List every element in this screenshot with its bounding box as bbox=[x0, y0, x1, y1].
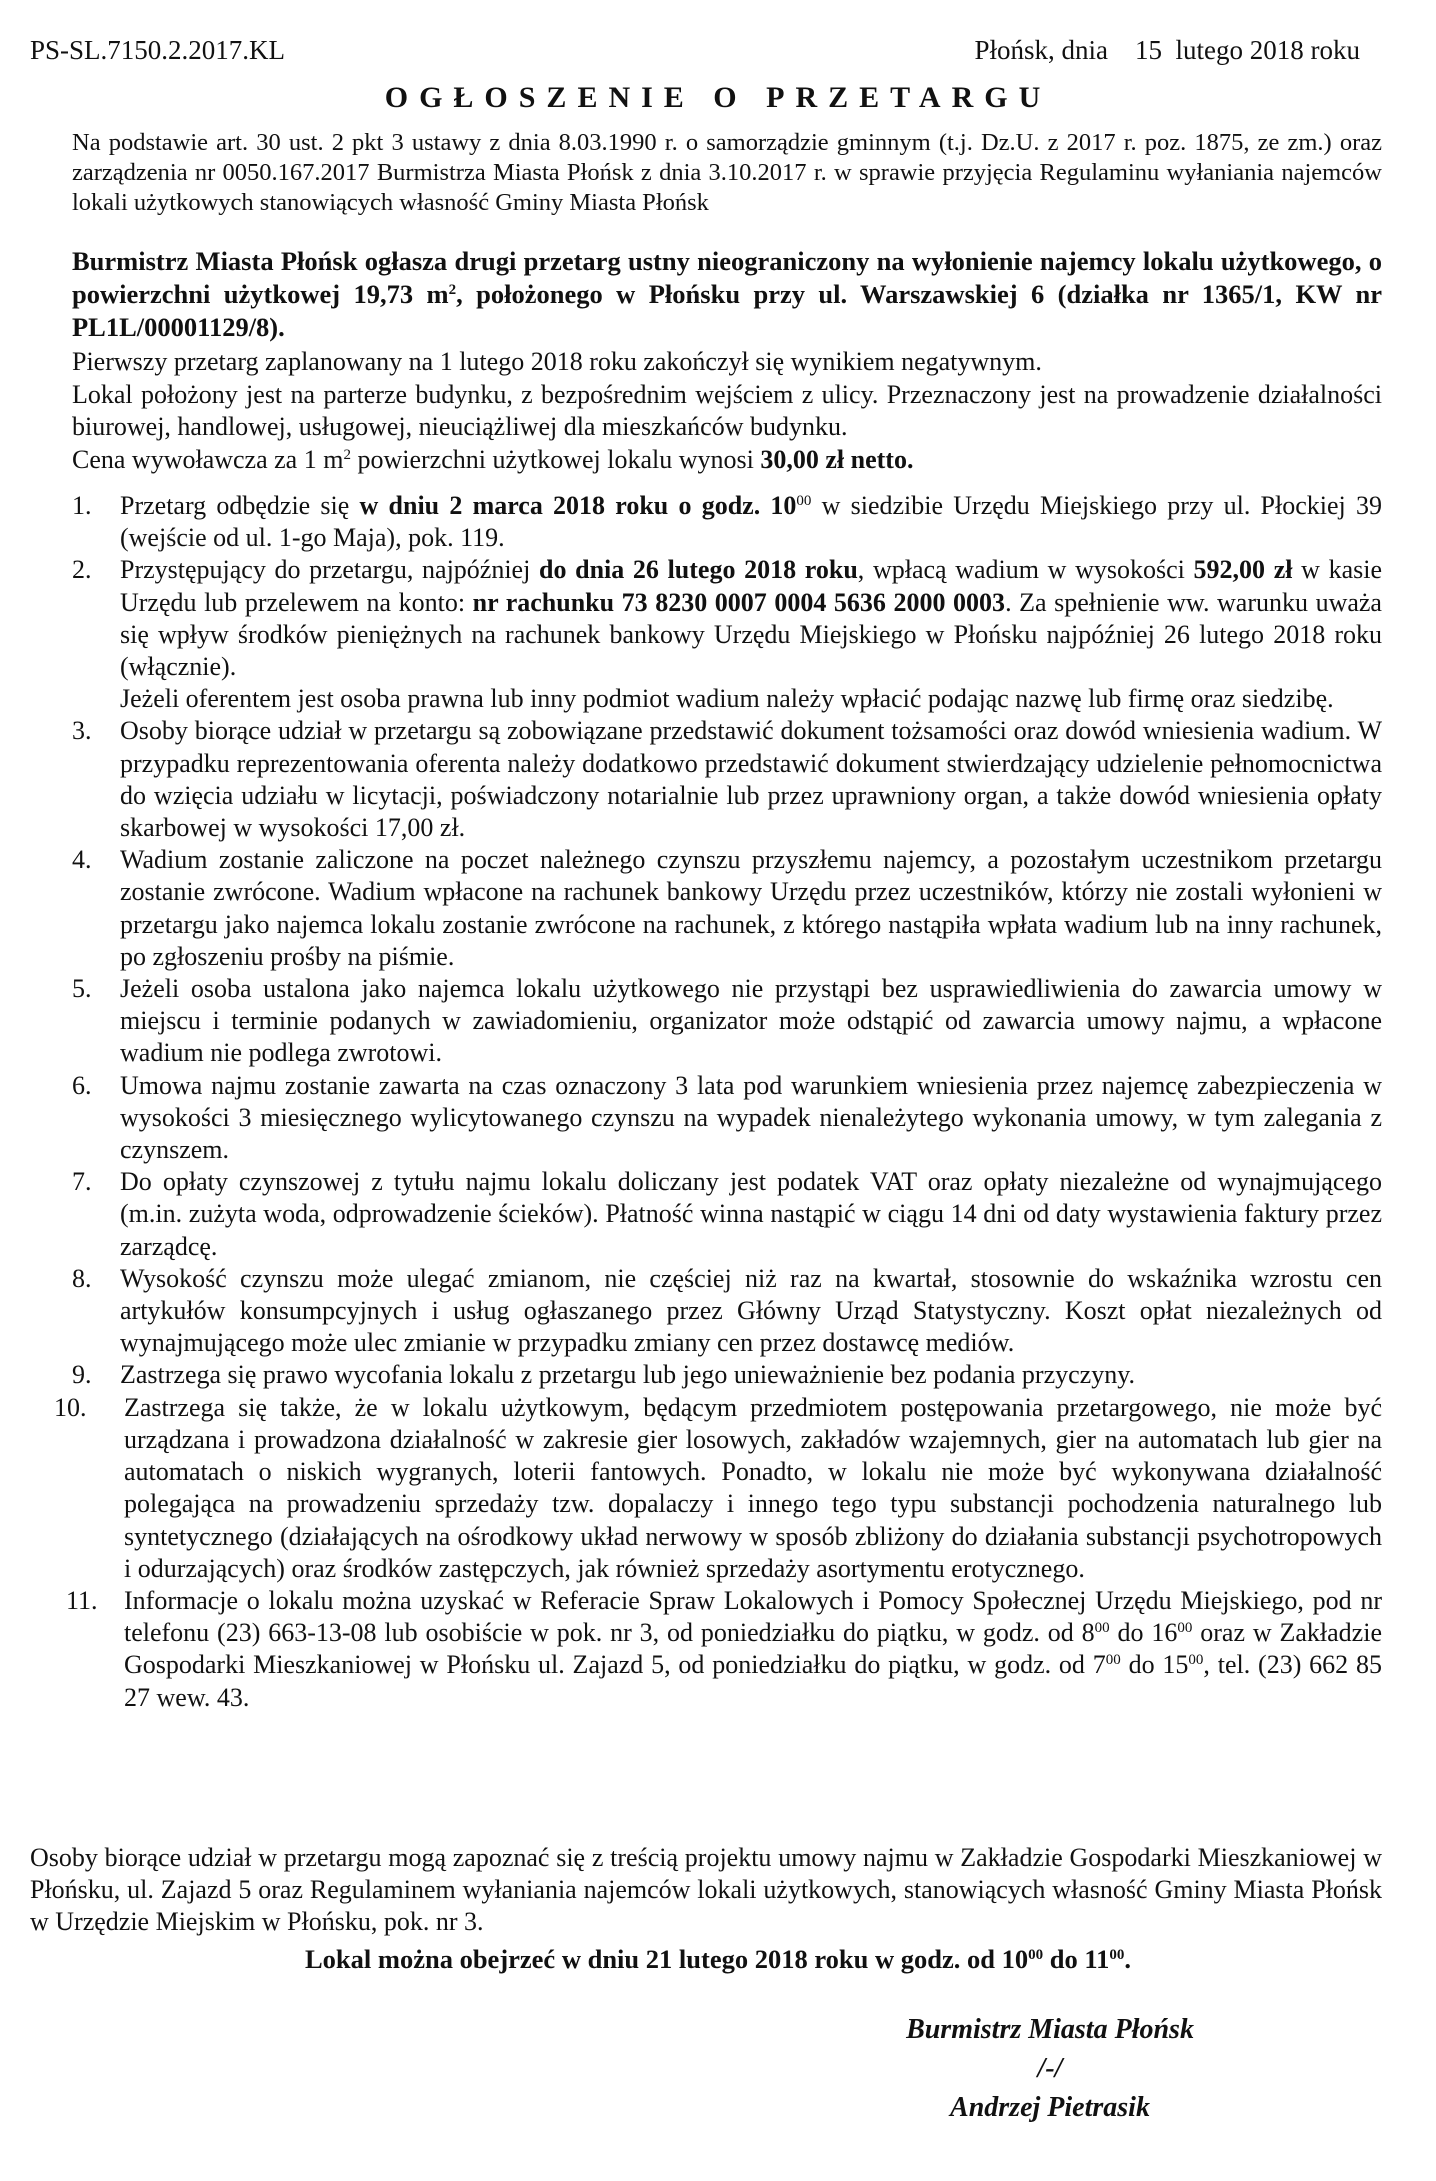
reference-number: PS-SL.7150.2.2017.KL bbox=[30, 35, 286, 65]
superscript: 2 bbox=[448, 282, 457, 298]
first-tender-note: Pierwszy przetarg zaplanowany na 1 lutego 2018 roku zakończył się wynikiem negatywnym. bbox=[72, 347, 1042, 376]
price-text: Cena wywoławcza za 1 m bbox=[72, 444, 344, 474]
signatory-name: Andrzej Pietrasik bbox=[950, 2092, 1150, 2123]
list-item bbox=[72, 1263, 1382, 1360]
superscript: 2 bbox=[343, 446, 351, 463]
announcement-text-cont: , położonego w Płońsku przy ul. Warszawskiej 6 (działka nr 1365/1, KW nr PL1L/00001129/8). bbox=[72, 279, 1382, 342]
item-text: Wadium zostanie zaliczone na poczet należnego czynszu przyszłemu najemcy, a pozostałym uczestnikom przetargu zostanie zwrócone. Wadium wpłacone na rachunek bankowy Urzędu przez uczestników, którzy nie zostali wyłonieni w przetargu jako najemca lokalu zostanie zwrócone na rachunek, z którego nastąpiła wpłata wadium lub na inny rachunek, po zgłoszeniu prośby na piśmie. bbox=[120, 845, 1382, 971]
list-item bbox=[72, 844, 1382, 973]
item-text-cont: do 15 bbox=[1120, 1650, 1189, 1680]
closing-paragraph: Osoby biorące udział w przetargu mogą zapoznać się z treścią projektu umowy najmu w Zakładzie Gospodarki Mieszkaniowej w Płońsku, ul. Zajazd 5 oraz Regulaminem wyłaniania najemców lokali użytkowych, stanowiących własność Gminy Miasta Płońsk w Urzędzie Miejskim w Płońsku, pok. nr 3. bbox=[30, 1843, 1382, 1936]
item-text: Umowa najmu zostanie zawarta na czas oznaczony 3 lata pod warunkiem wniesienia przez najemcę zabezpieczenia w wysokości 3 miesięcznego wylicytowanego czynszu na wypadek nienależytego wykonania umowy, w tym zalegania z czynszem. bbox=[120, 1070, 1382, 1165]
list-item bbox=[72, 1070, 1382, 1167]
item-number: 8. bbox=[72, 1263, 92, 1293]
item-number: 10. bbox=[54, 1392, 87, 1422]
item-text-cont: , tel. (23) 662 85 27 wew. 43. bbox=[124, 1650, 1382, 1712]
list-item bbox=[72, 1359, 1382, 1391]
deposit-deadline: do dnia 26 lutego 2018 roku bbox=[538, 555, 858, 585]
signatory-title: Burmistrz Miasta Płońsk bbox=[906, 2014, 1194, 2045]
intro-section bbox=[72, 346, 1382, 476]
superscript: 00 bbox=[1177, 1620, 1193, 1637]
item-text: Jeżeli osoba ustalona jako najemca lokalu użytkowego nie przystąpi bez usprawiedliwienia do zawarcia umowy w miejscu i terminie podanych w zawiadomieniu, organizator może odstąpić od zawarcia umowy najmu, a wpłacone wadium nie podlega zwrotowi. bbox=[120, 974, 1382, 1068]
item-number: 3. bbox=[72, 716, 92, 746]
item-text: Przetarg odbędzie się bbox=[120, 491, 360, 520]
item-number: 7. bbox=[72, 1167, 92, 1197]
item-number: 1. bbox=[72, 491, 92, 520]
item-text-cont: w siedzibie Urzędu Miejskiego przy ul. Płockiej 39 (wejście od ul. 1-go Maja), pok. 119. bbox=[120, 491, 1382, 553]
document-title: OGŁOSZENIE O PRZETARGU bbox=[384, 81, 1052, 114]
viewing-text-cont: do 11 bbox=[1043, 1944, 1110, 1974]
superscript: 00 bbox=[1109, 1947, 1125, 1963]
starting-price bbox=[72, 444, 1382, 477]
price-text-cont: powierzchni użytkowej lokalu wynosi bbox=[350, 444, 761, 474]
item-number: 5. bbox=[72, 974, 92, 1004]
item-text: Przystępujący do przetargu, najpóźniej bbox=[120, 555, 539, 585]
superscript: 00 bbox=[1105, 1652, 1121, 1669]
deposit-amount: 592,00 zł bbox=[1193, 555, 1293, 585]
document-header bbox=[30, 32, 1360, 72]
item-text-cont: oraz w Zakładzie Gospodarki Mieszkaniowej w Płońsku ul. Zajazd 5, od poniedziałku do piątku, w godz. od 7 bbox=[124, 1618, 1382, 1680]
item-number: 11. bbox=[66, 1585, 98, 1615]
announcement-lead bbox=[72, 245, 1382, 344]
item-text: Zastrzega się także, że w lokalu użytkowym, będącym przedmiotem postępowania przetargowego, nie może być urządzana i prowadzona działalność w zakresie gier losowych, zakładów wzajemnych, gier na automatach lub gier na automatach o niskich wygranych, loterii fantowych. Ponadto, w lokalu nie może być wykonywana działalność polegająca na prowadzeniu sprzedaży tzw. dopalaczy i innego tego typu substancji pochodzenia naturalnego lub syntetycznego (działających na ośrodkowy układ nerwowy w sposób zbliżony do działania substancji psychotropowych i odurzających) oraz środków zastępczych, jak również sprzedaży asortymentu erotycznego. bbox=[124, 1392, 1382, 1583]
superscript: 00 bbox=[1028, 1947, 1044, 1963]
item-number: 6. bbox=[72, 1070, 92, 1100]
item-text: Informacje o lokalu można uzyskać w Referacie Spraw Lokalowych i Pomocy Społecznej Urzędu Miejskiego, pod nr telefonu (23) 663-13-08 lub osobiście w pok. nr 3, od poniedziałku do piątku, w godz. od 8 bbox=[124, 1585, 1382, 1648]
item-text-cont: do 16 bbox=[1109, 1618, 1178, 1648]
legal-basis: Na podstawie art. 30 ust. 2 pkt 3 ustawy z dnia 8.03.1990 r. o samorządzie gminnym (t.j. Dz.U. z 2017 r. poz. 1875, ze zm.) oraz zarządzenia nr 0050.167.2017 Burmistrza Miasta Płońsk z dnia 3.10.2017 r. w sprawie przyjęcia Regulaminu wyłaniania najemców lokali użytkowych stanowiących własność Gminy Miasta Płońsk bbox=[72, 129, 1382, 216]
list-item bbox=[72, 554, 1382, 715]
superscript: 00 bbox=[796, 493, 812, 509]
viewing-text: Lokal można obejrzeć w dniu 21 lutego 2018 roku w godz. od 10 bbox=[304, 1944, 1029, 1974]
bank-account-number: nr rachunku 73 8230 0007 0004 5636 2000 0003 bbox=[472, 587, 1006, 617]
price-value: 30,00 zł netto. bbox=[760, 444, 914, 474]
item-text: Wysokość czynszu może ulegać zmianom, nie częściej niż raz na kwartał, stosownie do wskaźnika wzrostu cen artykułów konsumpcyjnych i usług ogłaszanego przez Główny Urząd Statystyczny. Koszt opłat niezależnych od wynajmującego może ulec zmianie w przypadku zmiany cen przez dostawcę mediów. bbox=[120, 1263, 1382, 1358]
place-and-date: Płońsk, dnia 15 lutego 2018 roku bbox=[974, 35, 1360, 65]
item-text-cont: , wpłacą wadium w wysokości bbox=[857, 555, 1194, 585]
premises-description: Lokal położony jest na parterze budynku, z bezpośrednim wejściem z ulicy. Przeznaczony jest na prowadzenie działalności biurowej, handlowej, usługowej, nieuciążliwej dla mieszkańców budynku. bbox=[72, 379, 1382, 441]
list-item bbox=[72, 973, 1382, 1070]
auction-date: w dniu 2 marca 2018 roku o godz. 10 bbox=[359, 491, 797, 520]
superscript: 00 bbox=[1188, 1652, 1204, 1669]
item-number: 2. bbox=[72, 555, 92, 585]
deposit-paragraph bbox=[120, 554, 1382, 683]
item-number: 4. bbox=[72, 845, 92, 875]
item-text-cont: w kasie Urzędu lub przelewem na konto: bbox=[120, 555, 1383, 617]
list-item bbox=[72, 715, 1382, 844]
list-item bbox=[72, 1166, 1382, 1263]
legal-entity-note: Jeżeli oferentem jest osoba prawna lub inny podmiot wadium należy wpłacić podając nazwę lub firmę oraz siedzibę. bbox=[120, 684, 1334, 714]
item-text-cont: . Za spełnienie ww. warunku uważa się wpływ środków pieniężnych na rachunek bankowy Urzędu Miejskiego w Płońsku najpóźniej 26 lutego 2018 roku (włącznie). bbox=[120, 587, 1382, 682]
announcement-text: Burmistrz Miasta Płońsk ogłasza drugi przetarg ustny nieograniczony na wyłonienie najemcy lokalu użytkowego, o powierzchni użytkowej 19,73 m bbox=[72, 246, 1382, 309]
signature-block bbox=[870, 2010, 1230, 2127]
item-text: Do opłaty czynszowej z tytułu najmu lokalu doliczany jest podatek VAT oraz opłaty niezależne od wynajmującego (m.in. zużyta woda, odprowadzenie ścieków). Płatność winna nastąpić w ciągu 14 dni od daty wystawienia faktury przez zarządcę. bbox=[120, 1167, 1382, 1261]
list-item bbox=[72, 490, 1382, 554]
conditions-list bbox=[54, 490, 1383, 1714]
item-text: Osoby biorące udział w przetargu są zobowiązane przedstawić dokument tożsamości oraz dowód wniesienia wadium. W przypadku reprezentowania oferenta należy dodatkowo przedstawić dokument stwierdzający udzielenie pełnomocnictwa do wzięcia udziału w licytacji, poświadczony notarialnie lub przez uprawniony organ, a także dowód wniesienia opłaty skarbowej w wysokości 17,00 zł. bbox=[120, 716, 1382, 843]
list-item bbox=[54, 1392, 1382, 1585]
viewing-text-end: . bbox=[1124, 1944, 1132, 1974]
item-number: 9. bbox=[72, 1360, 92, 1390]
viewing-notice bbox=[0, 1942, 1436, 1976]
item-text: Zastrzega się prawo wycofania lokalu z przetargu lub jego unieważnienie bez podania przyczyny. bbox=[120, 1360, 1136, 1390]
list-item bbox=[66, 1585, 1382, 1714]
superscript: 00 bbox=[1094, 1620, 1110, 1637]
signature-mark: /-/ bbox=[1037, 2053, 1063, 2084]
